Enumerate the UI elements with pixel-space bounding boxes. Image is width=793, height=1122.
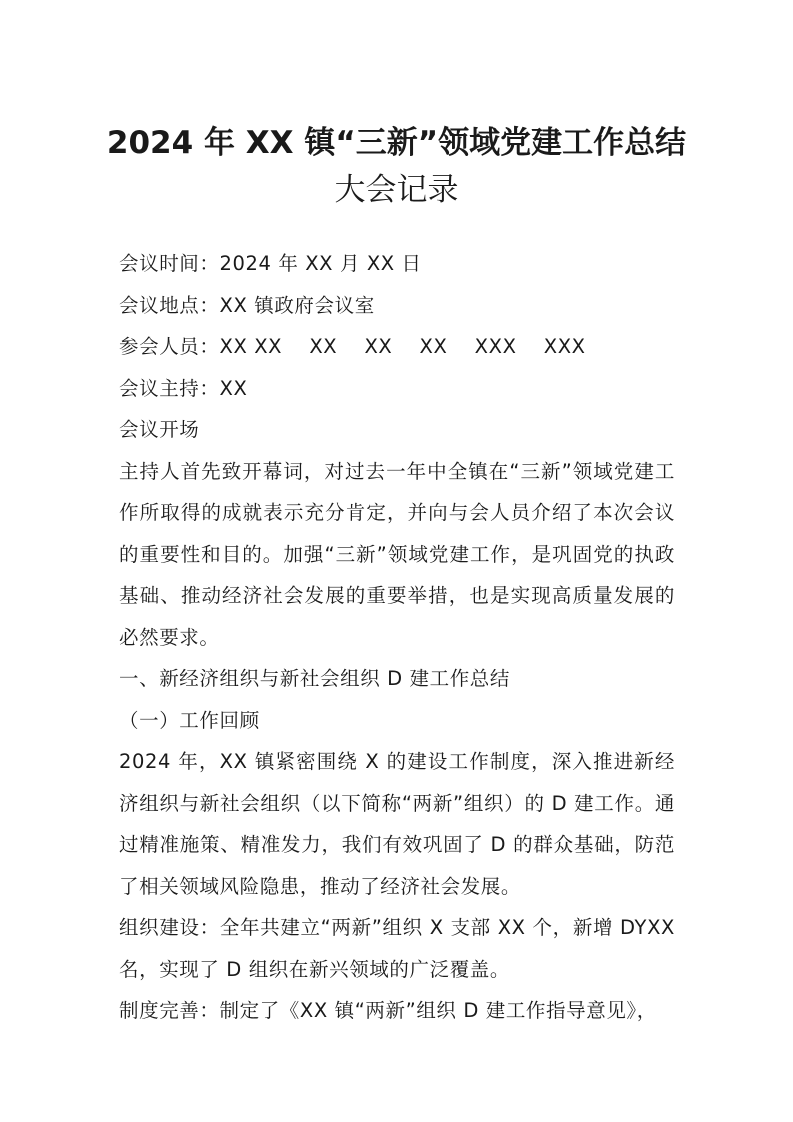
meeting-attendees: 参会人员：XX XX XX XX XX XXX XXX <box>119 335 586 358</box>
meeting-time: 会议时间：2024 年 XX 月 XX 日 <box>119 252 422 275</box>
document-title-line1: 2024 年 XX 镇“三新”领域党建工作总结 <box>106 125 687 161</box>
opening-paragraph: 主持人首先致开幕词，对过去一年中全镇在“三新”领域党建工作所取得的成就表示充分肯定，并向与会人员介绍了本次会议的重要性和目的。加强“三新”领域党建工作，是巩固党的执政基础、推动经济社会发展的重要举措，也是实现高质量发展的必然要求。 <box>119 459 675 649</box>
organization-paragraph: 组织建设：全年共建立“两新”组织 X 支部 XX 个，新增 DYXX 名，实现了 D 组织在新兴领域的广泛覆盖。 <box>119 916 675 981</box>
meeting-host: 会议主持：XX <box>119 376 248 400</box>
meeting-opening-heading: 会议开场 <box>119 418 200 441</box>
system-paragraph: 制度完善：制定了《XX 镇“两新”组织 D 建工作指导意见》， <box>119 999 657 1022</box>
document-title-line2: 大会记录 <box>334 172 459 208</box>
section-1-heading: 一、新经济组织与新社会组织 D 建工作总结 <box>119 667 511 690</box>
meeting-place: 会议地点：XX 镇政府会议室 <box>119 293 375 317</box>
document-body <box>119 243 675 1032</box>
subsection-1-heading: （一）工作回顾 <box>119 708 260 732</box>
review-paragraph: 2024 年，XX 镇紧密围绕 X 的建设工作制度，深入推进新经济组织与新社会组织（以下简称“两新”组织）的 D 建工作。通过精准施策、精准发力，我们有效巩固了 D 的群众基础，防范了相关领域风险隐患，推动了经济社会发展。 <box>119 750 675 898</box>
